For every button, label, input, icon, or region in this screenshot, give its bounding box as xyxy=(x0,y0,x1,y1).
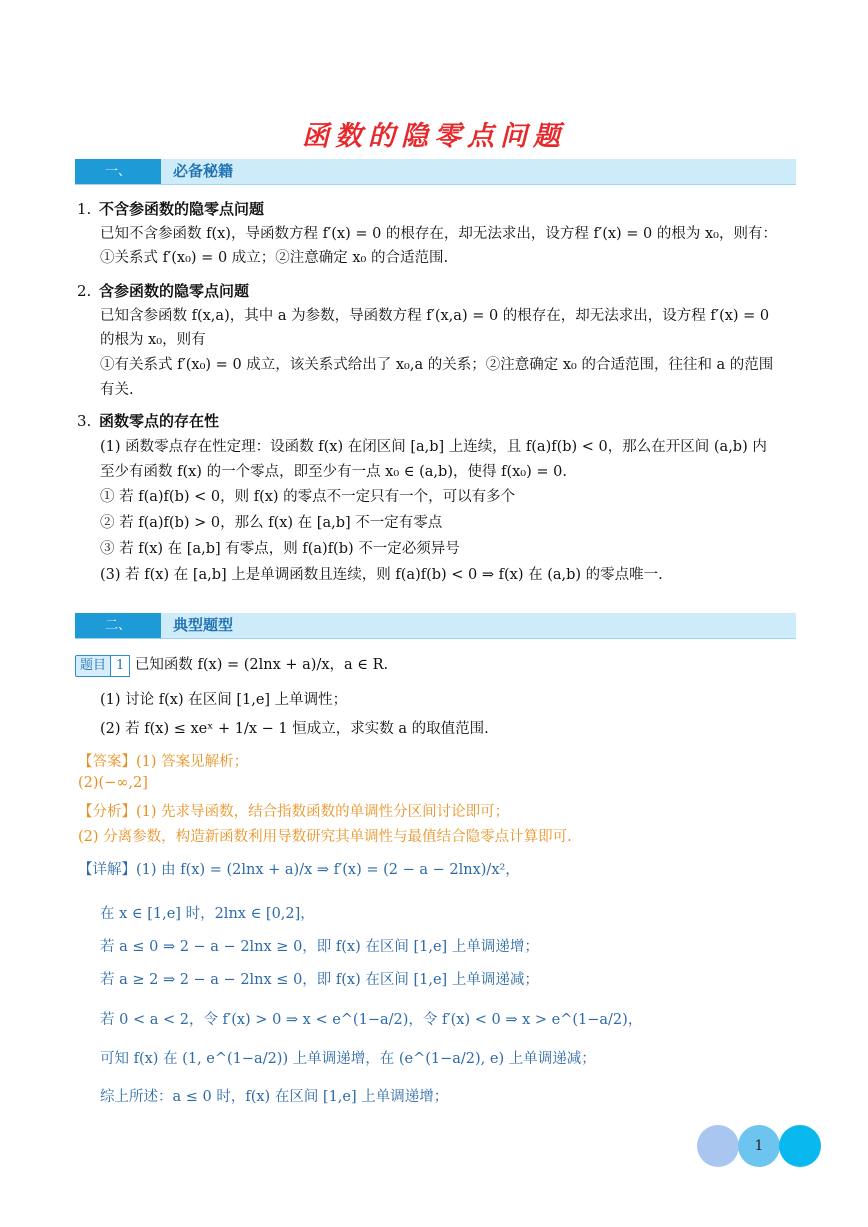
paragraph: ③ 若 f(x) 在 [a,b] 有零点，则 f(a)f(b) 不一定必须异号 xyxy=(100,541,460,557)
problem-tag: 题目 xyxy=(75,655,111,677)
heading-number: 1. xyxy=(77,200,92,218)
problem-stem-row xyxy=(75,653,388,677)
answer-line: 【答案】(1) 答案见解析； xyxy=(78,754,249,770)
section-number: 二、 xyxy=(75,613,161,638)
paragraph: ①有关系式 f′(x₀) = 0 成立，该关系式给出了 x₀,a 的关系；②注意确定 x₀ 的合适范围，往往和 a 的范围 xyxy=(100,357,774,373)
paragraph: 至少有函数 f(x) 的一个零点，即至少有一点 x₀ ∈ (a,b)，使得 f(x₀) = 0. xyxy=(100,464,567,480)
analysis-line: (2) 分离参数，构造新函数利用导数研究其单调性与最值结合隐零点计算即可. xyxy=(78,829,572,845)
paragraph: (1) 函数零点存在性定理：设函数 f(x) 在闭区间 [a,b] 上连续，且 f(a)f(b) < 0，那么在开区间 (a,b) 内 xyxy=(100,439,767,455)
problem-stem: 已知函数 f(x) = (2lnx + a)/x，a ∈ R. xyxy=(134,657,389,673)
question-1: (1) 讨论 f(x) 在区间 [1,e] 上单调性； xyxy=(100,692,348,708)
page-decoration-circle xyxy=(697,1125,739,1167)
page-title: 函数的隐零点问题 xyxy=(302,121,566,152)
question-2: (2) 若 f(x) ≤ xeˣ + 1/x − 1 恒成立，求实数 a 的取值范围. xyxy=(100,721,489,737)
paragraph: 已知含参函数 f(x,a)，其中 a 为参数，导函数方程 f′(x,a) = 0 的根存在，却无法求出，设方程 f′(x) = 0 xyxy=(100,308,770,324)
detail-line: 在 x ∈ [1,e] 时，2lnx ∈ [0,2]， xyxy=(100,906,315,922)
paragraph: ① 若 f(a)f(b) < 0，则 f(x) 的零点不一定只有一个，可以有多个 xyxy=(100,489,516,505)
paragraph: (3) 若 f(x) 在 [a,b] 上是单调函数且连续，则 f(a)f(b) < 0 ⇒ f(x) 在 (a,b) 的零点唯一. xyxy=(100,567,663,583)
heading-text: 含参函数的隐零点问题 xyxy=(99,282,250,300)
page-number: 1 xyxy=(738,1125,780,1167)
heading-1 xyxy=(77,198,264,219)
section-header-1 xyxy=(75,159,796,185)
paragraph: ①关系式 f′(x₀) = 0 成立；②注意确定 x₀ 的合适范围. xyxy=(100,250,449,266)
section-number: 一、 xyxy=(75,159,161,184)
detail-line: 【详解】(1) 由 f(x) = (2lnx + a)/x ⇒ f′(x) = (2 − a − 2lnx)/x²， xyxy=(78,862,520,878)
answer-line: (2)(−∞,2] xyxy=(78,775,148,791)
heading-number: 2. xyxy=(77,282,92,300)
section-name: 必备秘籍 xyxy=(173,162,234,180)
paragraph: 的根为 x₀，则有 xyxy=(100,332,206,348)
detail-line: 综上所述：a ≤ 0 时，f(x) 在区间 [1,e] 上单调递增； xyxy=(100,1089,449,1105)
page-decoration-circle xyxy=(779,1125,821,1167)
heading-text: 不含参函数的隐零点问题 xyxy=(99,200,265,218)
analysis-line: 【分析】(1) 先求导函数，结合指数函数的单调性分区间讨论即可； xyxy=(78,804,510,820)
detail-line: 若 0 < a < 2，令 f′(x) > 0 ⇒ x < e^(1−a/2)，令 f′(x) < 0 ⇒ x > e^(1−a/2)， xyxy=(100,1012,643,1028)
heading-3 xyxy=(77,410,219,431)
detail-line: 可知 f(x) 在 (1, e^(1−a/2)) 上单调递增，在 (e^(1−a/2), e) 上单调递减； xyxy=(100,1051,596,1067)
section-header-2 xyxy=(75,613,796,639)
detail-line: 若 a ≤ 0 ⇒ 2 − a − 2lnx ≥ 0，即 f(x) 在区间 [1,e] 上单调递增； xyxy=(100,939,539,955)
heading-text: 函数零点的存在性 xyxy=(99,412,220,430)
paragraph: 有关. xyxy=(100,382,134,398)
heading-number: 3. xyxy=(77,412,92,430)
section-name: 典型题型 xyxy=(173,616,234,634)
detail-line: 若 a ≥ 2 ⇒ 2 − a − 2lnx ≤ 0，即 f(x) 在区间 [1,e] 上单调递减； xyxy=(100,972,539,988)
paragraph: 已知不含参函数 f(x)，导函数方程 f′(x) = 0 的根存在，却无法求出，设方程 f′(x) = 0 的根为 x₀，则有： xyxy=(100,226,777,242)
problem-number: 1 xyxy=(110,655,130,677)
heading-2 xyxy=(77,280,249,301)
paragraph: ② 若 f(a)f(b) > 0，那么 f(x) 在 [a,b] 不一定有零点 xyxy=(100,515,443,531)
